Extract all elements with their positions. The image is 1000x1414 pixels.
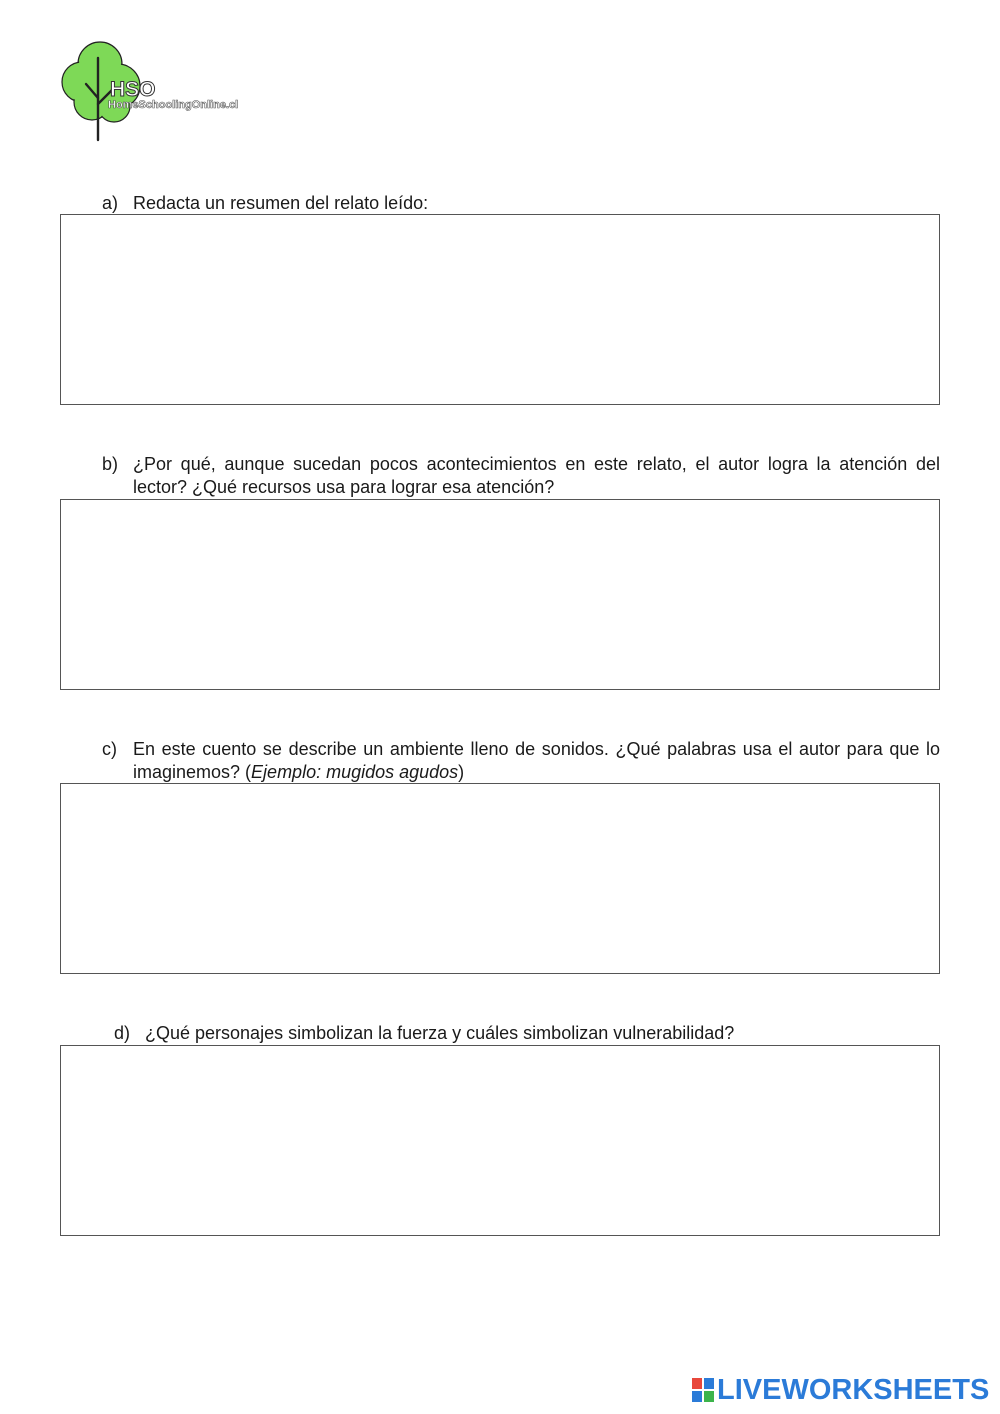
question-text-end: ) bbox=[458, 762, 465, 782]
tree-logo-icon bbox=[58, 36, 278, 146]
question-c bbox=[102, 738, 940, 784]
question-letter: b) bbox=[102, 454, 119, 474]
question-a bbox=[102, 192, 940, 215]
answer-box-c[interactable] bbox=[60, 783, 940, 974]
question-text: Redacta un resumen del relato leído: bbox=[133, 193, 429, 213]
liveworksheets-logo-icon bbox=[692, 1378, 714, 1402]
question-text: ¿Qué personajes simbolizan la fuerza y cuáles simbolizan vulnerabilidad? bbox=[145, 1023, 735, 1043]
hso-logo bbox=[58, 36, 278, 146]
answer-box-a[interactable] bbox=[60, 214, 940, 405]
question-text: ¿Por qué, aunque sucedan pocos acontecimientos en este relato, el autor logra la atención del lector? ¿Qué recursos usa para lograr esa atención? bbox=[133, 454, 940, 497]
question-text bbox=[133, 738, 940, 784]
question-letter: c) bbox=[102, 739, 117, 759]
logo-site: HomeSchoolingOnline.cl bbox=[108, 99, 239, 111]
question-example: Ejemplo: mugidos agudos bbox=[251, 762, 459, 782]
logo-initials: HSO bbox=[110, 78, 156, 101]
answer-box-b[interactable] bbox=[60, 499, 940, 690]
question-d bbox=[114, 1022, 940, 1045]
question-text-main: En este cuento se describe un ambiente lleno de sonidos. ¿Qué palabras usa el autor para que lo imaginemos? ( bbox=[133, 739, 940, 782]
liveworksheets-brand bbox=[692, 1374, 989, 1406]
brand-name: LIVEWORKSHEETS bbox=[717, 1373, 990, 1406]
question-b bbox=[102, 453, 940, 499]
question-letter: d) bbox=[114, 1023, 131, 1043]
question-letter: a) bbox=[102, 193, 119, 213]
answer-box-d[interactable] bbox=[60, 1045, 940, 1236]
